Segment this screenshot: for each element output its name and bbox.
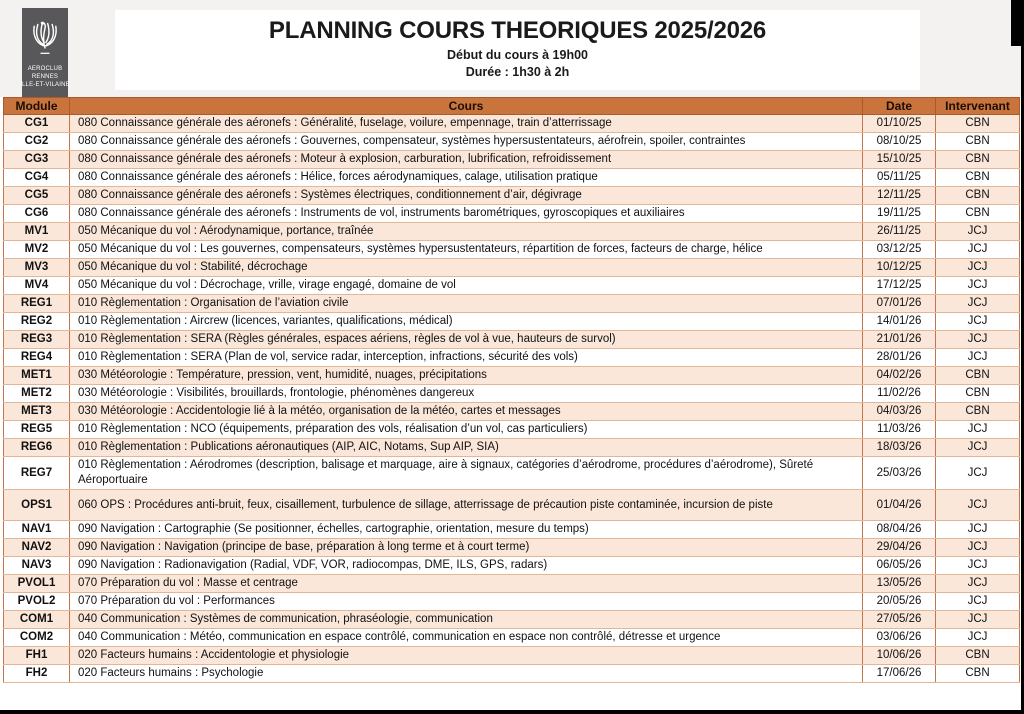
cours-cell: 050 Mécanique du vol : Stabilité, décrochage — [70, 259, 863, 277]
date-cell: 04/02/26 — [863, 367, 936, 385]
intervenant-cell: JCJ — [936, 457, 1020, 490]
intervenant-cell: JCJ — [936, 421, 1020, 439]
module-cell: PVOL1 — [4, 575, 70, 593]
cours-cell: 080 Connaissance générale des aéronefs : Systèmes électriques, conditionnement d’air, dégivrage — [70, 187, 863, 205]
module-cell: COM2 — [4, 629, 70, 647]
table-row — [4, 115, 1020, 133]
module-cell: MET3 — [4, 403, 70, 421]
cours-cell: 010 Règlementation : NCO (équipements, préparation des vols, réalisation d’un vol, cas particuliers) — [70, 421, 863, 439]
table-row — [4, 187, 1020, 205]
table-row — [4, 151, 1020, 169]
date-cell: 11/03/26 — [863, 421, 936, 439]
intervenant-cell: CBN — [936, 647, 1020, 665]
module-cell: REG4 — [4, 349, 70, 367]
module-cell: REG7 — [4, 457, 70, 490]
intervenant-cell: JCJ — [936, 241, 1020, 259]
module-cell: NAV1 — [4, 521, 70, 539]
intervenant-cell: JCJ — [936, 439, 1020, 457]
module-cell: OPS1 — [4, 490, 70, 521]
table-row — [4, 205, 1020, 223]
table-row — [4, 367, 1020, 385]
cours-cell: 010 Règlementation : SERA (Plan de vol, service radar, interception, infractions, sécurité des vols) — [70, 349, 863, 367]
intervenant-cell: JCJ — [936, 295, 1020, 313]
cours-cell: 080 Connaissance générale des aéronefs : Instruments de vol, instruments barométriques, gyroscopiques et auxiliaires — [70, 205, 863, 223]
table-row — [4, 539, 1020, 557]
date-cell: 05/11/25 — [863, 169, 936, 187]
logo-text — [20, 65, 70, 89]
date-cell: 25/03/26 — [863, 457, 936, 490]
cours-cell: 040 Communication : Systèmes de communication, phraséologie, communication — [70, 611, 863, 629]
intervenant-cell: JCJ — [936, 349, 1020, 367]
date-cell: 14/01/26 — [863, 313, 936, 331]
module-cell: MV3 — [4, 259, 70, 277]
module-cell: CG5 — [4, 187, 70, 205]
table-row — [4, 277, 1020, 295]
module-cell: REG3 — [4, 331, 70, 349]
cours-cell: 090 Navigation : Radionavigation (Radial, VDF, VOR, radiocompas, DME, ILS, GPS, radars) — [70, 557, 863, 575]
date-cell: 10/06/26 — [863, 647, 936, 665]
table-row — [4, 259, 1020, 277]
module-cell: MET1 — [4, 367, 70, 385]
date-cell: 04/03/26 — [863, 403, 936, 421]
module-cell: REG1 — [4, 295, 70, 313]
module-cell: MV4 — [4, 277, 70, 295]
table-row — [4, 629, 1020, 647]
intervenant-cell: CBN — [936, 367, 1020, 385]
intervenant-cell: JCJ — [936, 557, 1020, 575]
date-cell: 03/06/26 — [863, 629, 936, 647]
intervenant-cell: JCJ — [936, 223, 1020, 241]
date-cell: 15/10/25 — [863, 151, 936, 169]
cours-cell: 090 Navigation : Navigation (principe de base, préparation à long terme et à court terme) — [70, 539, 863, 557]
table-row — [4, 593, 1020, 611]
cours-cell: 080 Connaissance générale des aéronefs : Gouvernes, compensateur, systèmes hypersustentateurs, aérofrein, spoiler, contraintes — [70, 133, 863, 151]
aeroclub-logo — [22, 8, 68, 97]
table-row — [4, 223, 1020, 241]
cours-cell: 020 Facteurs humains : Accidentologie et physiologie — [70, 647, 863, 665]
cours-cell: 050 Mécanique du vol : Décrochage, vrille, virage engagé, domaine de vol — [70, 277, 863, 295]
column-header-cours: Cours — [70, 98, 863, 115]
module-cell: CG2 — [4, 133, 70, 151]
course-duration: Durée : 1h30 à 2h — [465, 65, 570, 79]
module-cell: CG6 — [4, 205, 70, 223]
cours-cell: 070 Préparation du vol : Masse et centrage — [70, 575, 863, 593]
module-cell: NAV2 — [4, 539, 70, 557]
intervenant-cell: JCJ — [936, 611, 1020, 629]
cours-cell: 080 Connaissance générale des aéronefs : Généralité, fuselage, voilure, empennage, train d’atterrissage — [70, 115, 863, 133]
date-cell: 03/12/25 — [863, 241, 936, 259]
module-cell: PVOL2 — [4, 593, 70, 611]
table-row — [4, 521, 1020, 539]
cours-cell: 080 Connaissance générale des aéronefs : Hélice, forces aérodynamiques, calage, utilisation pratique — [70, 169, 863, 187]
date-cell: 07/01/26 — [863, 295, 936, 313]
table-row — [4, 457, 1020, 490]
title-block — [115, 10, 920, 90]
module-cell: CG3 — [4, 151, 70, 169]
date-cell: 29/04/26 — [863, 539, 936, 557]
date-cell: 21/01/26 — [863, 331, 936, 349]
table-row — [4, 611, 1020, 629]
table-row — [4, 665, 1020, 683]
date-cell: 11/02/26 — [863, 385, 936, 403]
column-header-module: Module — [4, 98, 70, 115]
cours-cell: 050 Mécanique du vol : Les gouvernes, compensateurs, systèmes hypersustentateurs, répartition de forces, facteurs de charge, hélice — [70, 241, 863, 259]
intervenant-cell: CBN — [936, 115, 1020, 133]
date-cell: 19/11/25 — [863, 205, 936, 223]
date-cell: 01/10/25 — [863, 115, 936, 133]
intervenant-cell: CBN — [936, 133, 1020, 151]
date-cell: 17/12/25 — [863, 277, 936, 295]
date-cell: 10/12/25 — [863, 259, 936, 277]
date-cell: 08/04/26 — [863, 521, 936, 539]
column-header-intervenant: Intervenant — [936, 98, 1020, 115]
module-cell: MET2 — [4, 385, 70, 403]
table-row — [4, 403, 1020, 421]
cours-cell: 030 Météorologie : Visibilités, brouillards, frontologie, phénomènes dangereux — [70, 385, 863, 403]
table-row — [4, 133, 1020, 151]
intervenant-cell: CBN — [936, 187, 1020, 205]
cours-cell: 070 Préparation du vol : Performances — [70, 593, 863, 611]
table-row — [4, 169, 1020, 187]
table-row — [4, 295, 1020, 313]
intervenant-cell: CBN — [936, 403, 1020, 421]
cours-cell: 010 Règlementation : Organisation de l’aviation civile — [70, 295, 863, 313]
module-cell: FH2 — [4, 665, 70, 683]
date-cell: 01/04/26 — [863, 490, 936, 521]
cours-cell: 050 Mécanique du vol : Aérodynamique, portance, traînée — [70, 223, 863, 241]
date-cell: 17/06/26 — [863, 665, 936, 683]
table-body — [4, 115, 1020, 683]
date-cell: 20/05/26 — [863, 593, 936, 611]
phoenix-bird-icon — [27, 14, 63, 62]
table-row — [4, 557, 1020, 575]
date-cell: 27/05/26 — [863, 611, 936, 629]
intervenant-cell: CBN — [936, 205, 1020, 223]
module-cell: CG4 — [4, 169, 70, 187]
intervenant-cell: CBN — [936, 665, 1020, 683]
cours-cell: 010 Règlementation : Aérodromes (description, balisage et marquage, aire à signaux, catégories d’aérodrome, procédures d’aérodrome), Sûreté Aéroportuaire — [70, 457, 863, 490]
module-cell: REG5 — [4, 421, 70, 439]
cours-cell: 010 Règlementation : Publications aéronautiques (AIP, AIC, Notams, Sup AIP, SIA) — [70, 439, 863, 457]
page-title: PLANNING COURS THEORIQUES 2025/2026 — [268, 17, 767, 44]
date-cell: 18/03/26 — [863, 439, 936, 457]
intervenant-cell: JCJ — [936, 575, 1020, 593]
table-row — [4, 313, 1020, 331]
planning-table — [3, 97, 1020, 683]
cours-cell: 080 Connaissance générale des aéronefs : Moteur à explosion, carburation, lubrification, refroidissement — [70, 151, 863, 169]
logo-line-3: ILLE-ET-VILAINE — [20, 82, 70, 88]
intervenant-cell: CBN — [936, 385, 1020, 403]
module-cell: COM1 — [4, 611, 70, 629]
table-row — [4, 575, 1020, 593]
cours-cell: 030 Météorologie : Température, pression, vent, humidité, nuages, précipitations — [70, 367, 863, 385]
logo-line-2: RENNES — [31, 74, 59, 80]
table-header-row — [4, 98, 1020, 115]
cours-cell: 040 Communication : Météo, communication en espace contrôlé, communication en espace non contrôlé, détresse et urgence — [70, 629, 863, 647]
table-row — [4, 241, 1020, 259]
module-cell: MV1 — [4, 223, 70, 241]
date-cell: 28/01/26 — [863, 349, 936, 367]
module-cell: MV2 — [4, 241, 70, 259]
module-cell: REG2 — [4, 313, 70, 331]
table-row — [4, 331, 1020, 349]
column-header-date: Date — [863, 98, 936, 115]
module-cell: REG6 — [4, 439, 70, 457]
scan-edge-top-right — [1011, 0, 1024, 46]
table-row — [4, 490, 1020, 521]
course-start-time: Début du cours à 19h00 — [446, 48, 588, 62]
intervenant-cell: CBN — [936, 151, 1020, 169]
date-cell: 12/11/25 — [863, 187, 936, 205]
intervenant-cell: JCJ — [936, 313, 1020, 331]
module-cell: FH1 — [4, 647, 70, 665]
cours-cell: 060 OPS : Procédures anti-bruit, feux, cisaillement, turbulence de sillage, atterrissage de précaution piste contaminée, incursion de piste — [70, 490, 863, 521]
table-row — [4, 647, 1020, 665]
module-cell: NAV3 — [4, 557, 70, 575]
date-cell: 26/11/25 — [863, 223, 936, 241]
table-row — [4, 385, 1020, 403]
date-cell: 06/05/26 — [863, 557, 936, 575]
cours-cell: 010 Règlementation : SERA (Règles générales, espaces aériens, règles de vol à vue, hauteurs de survol) — [70, 331, 863, 349]
table-row — [4, 421, 1020, 439]
date-cell: 13/05/26 — [863, 575, 936, 593]
intervenant-cell: JCJ — [936, 539, 1020, 557]
cours-cell: 030 Météorologie : Accidentologie lié à la météo, organisation de la météo, cartes et messages — [70, 403, 863, 421]
date-cell: 08/10/25 — [863, 133, 936, 151]
intervenant-cell: JCJ — [936, 277, 1020, 295]
logo-line-1: AEROCLUB — [27, 66, 63, 72]
intervenant-cell: JCJ — [936, 629, 1020, 647]
intervenant-cell: JCJ — [936, 593, 1020, 611]
cours-cell: 010 Règlementation : Aircrew (licences, variantes, qualifications, médical) — [70, 313, 863, 331]
scan-edge-bottom — [0, 710, 1024, 714]
intervenant-cell: JCJ — [936, 259, 1020, 277]
intervenant-cell: JCJ — [936, 331, 1020, 349]
table-row — [4, 349, 1020, 367]
module-cell: CG1 — [4, 115, 70, 133]
intervenant-cell: JCJ — [936, 490, 1020, 521]
cours-cell: 090 Navigation : Cartographie (Se positionner, échelles, cartographie, orientation, mesure du temps) — [70, 521, 863, 539]
intervenant-cell: JCJ — [936, 521, 1020, 539]
table-row — [4, 439, 1020, 457]
cours-cell: 020 Facteurs humains : Psychologie — [70, 665, 863, 683]
intervenant-cell: CBN — [936, 169, 1020, 187]
